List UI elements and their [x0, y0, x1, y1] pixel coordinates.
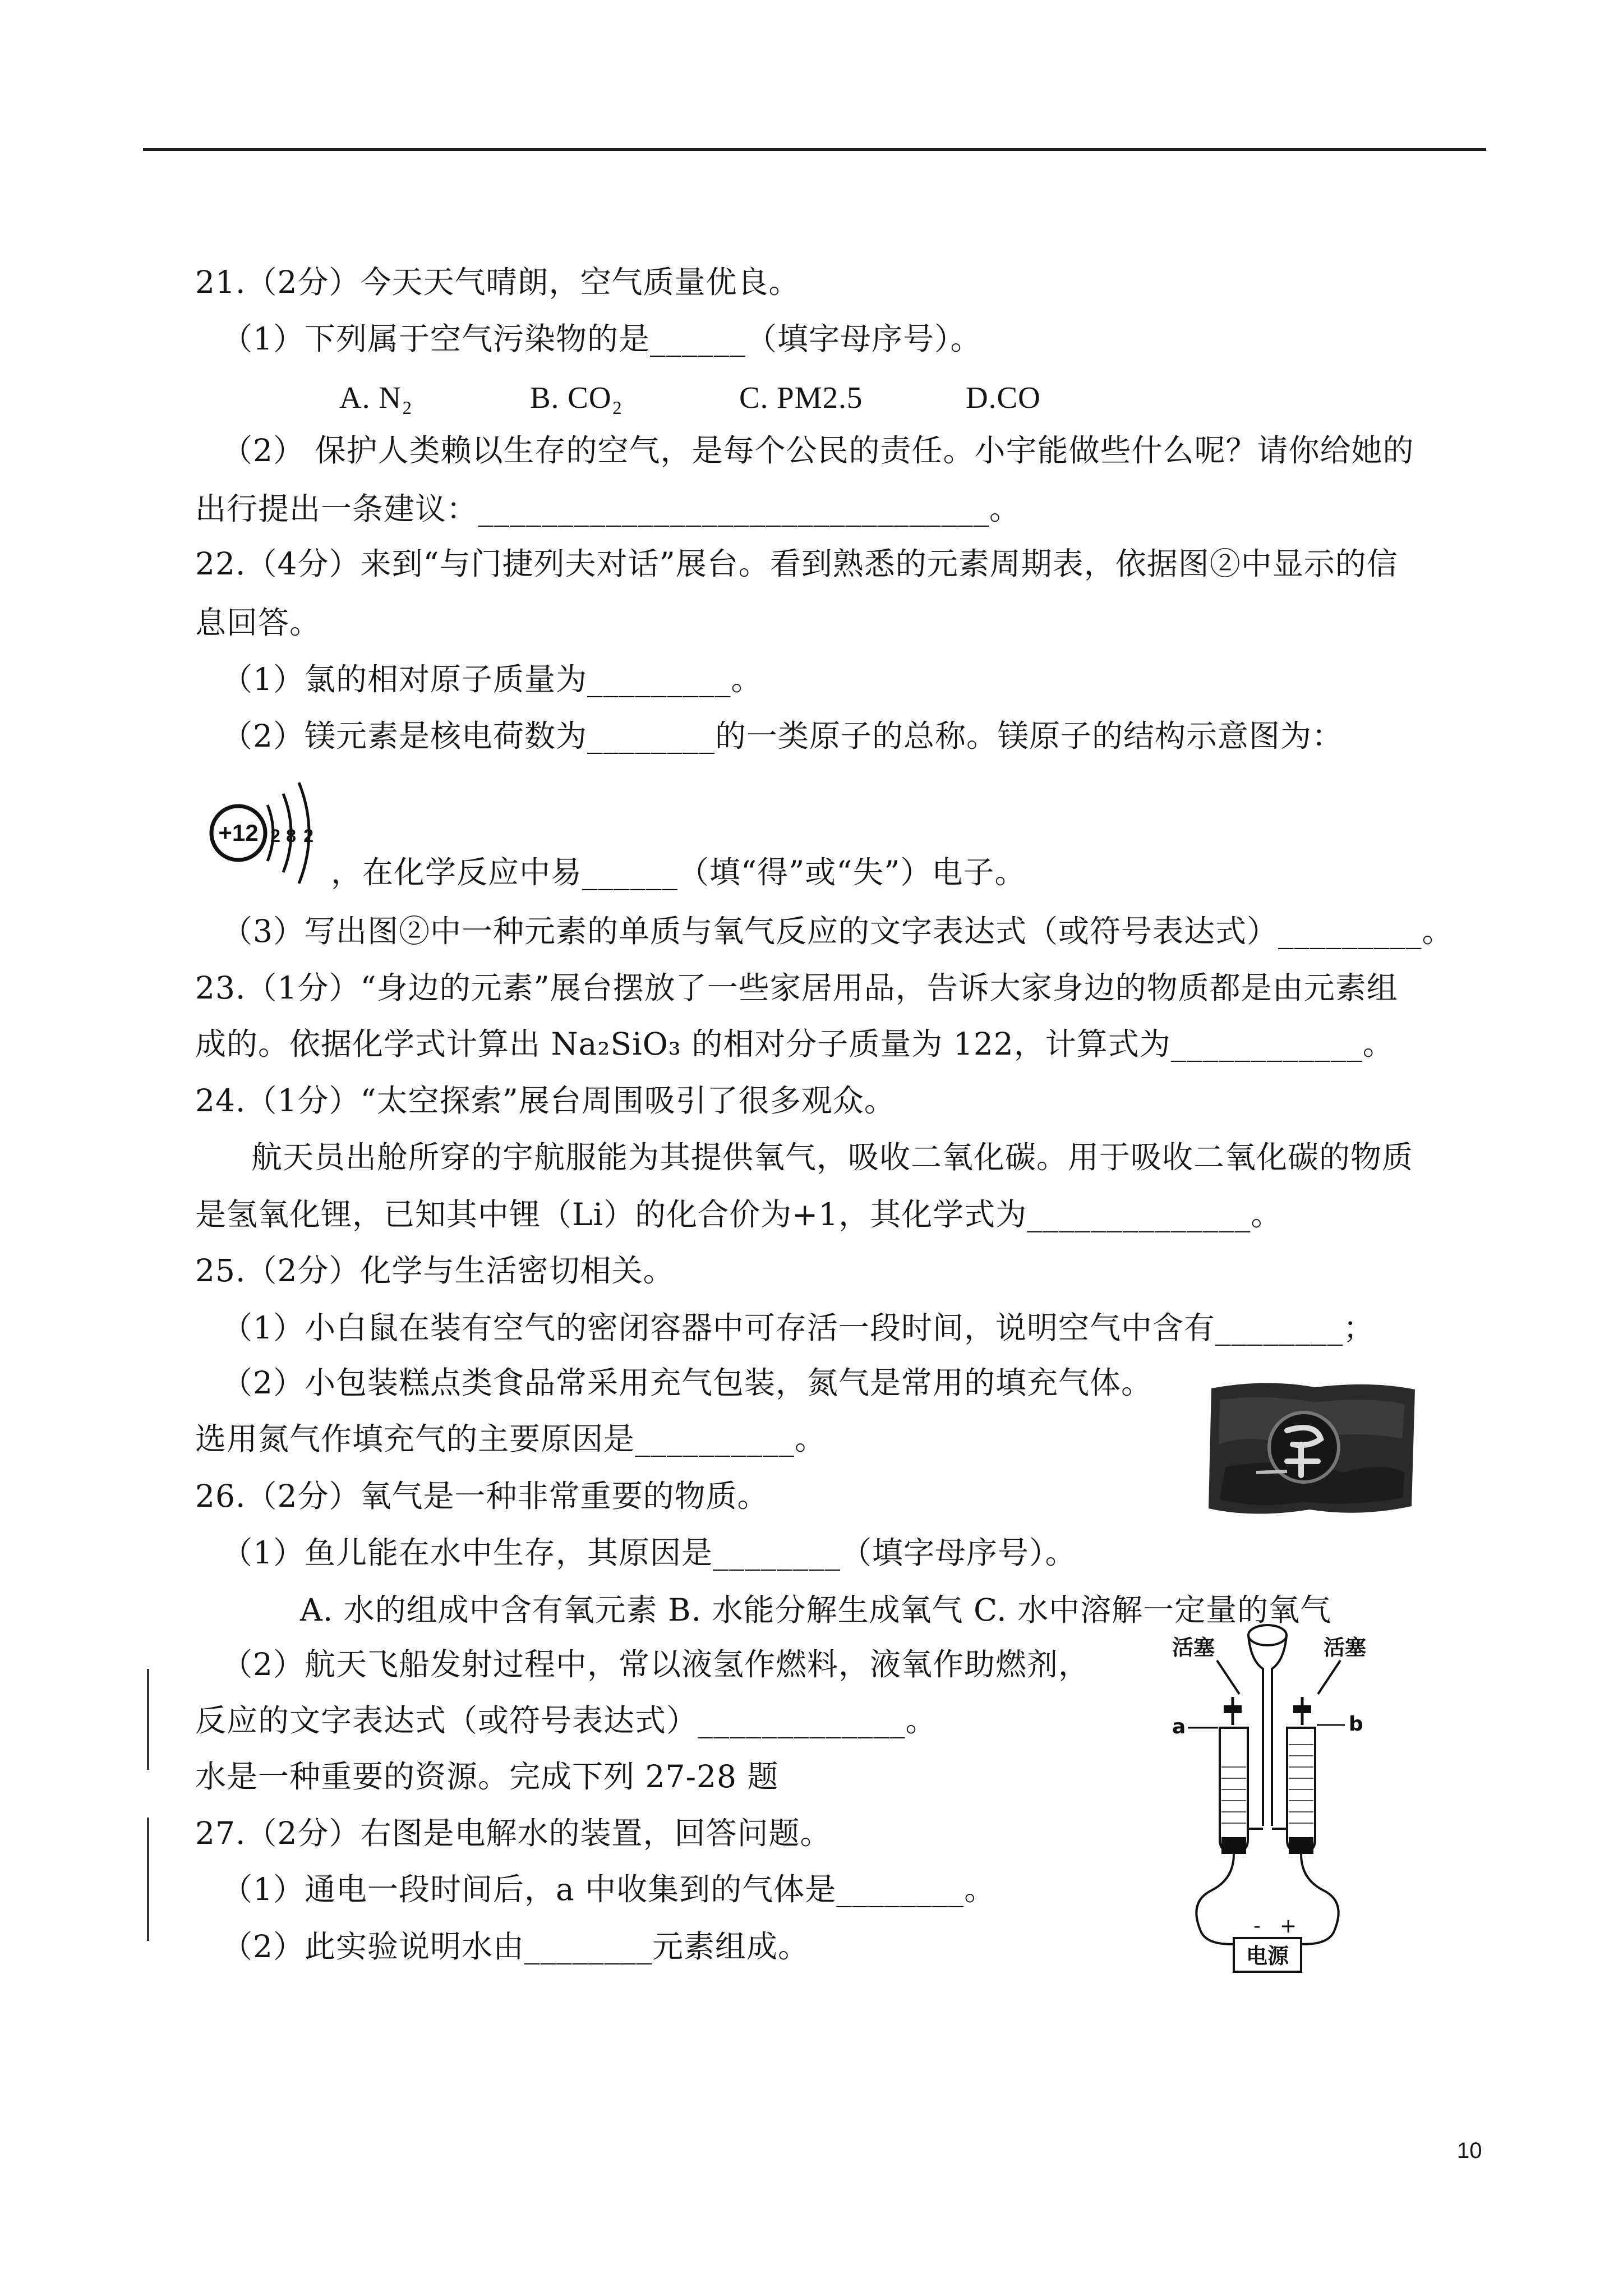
page-number: 10	[1457, 2138, 1482, 2163]
q25-part1: （1）小白鼠在装有空气的密闭容器中可存活一段时间，说明空气中含有________；	[222, 1310, 1375, 1346]
right-valve-label: 活塞	[1324, 1635, 1367, 1660]
q22-part3: （3）写出图②中一种元素的单质与氧气反应的文字表达式（或符号表达式）_________。	[222, 913, 1454, 949]
q23-line2: 成的。依据化学式计算出 Na₂SiO₃ 的相对分子质量为 122，计算式为____________。	[195, 1026, 1394, 1062]
q21-option-c: C. PM2.5	[739, 380, 863, 415]
q26-options: A. 水的组成中含有氧元素 B. 水能分解生成氧气 C. 水中溶解一定量的氧气	[300, 1592, 1332, 1628]
q21-option-a: A. N₂	[339, 380, 413, 415]
q26-part2: （2）航天飞船发射过程中，常以液氢作燃料，液氧作助燃剂，	[222, 1646, 1090, 1682]
q21-part2-line1: （2） 保护人类赖以生存的空气，是每个公民的责任。小宇能做些什么呢？请你给她的	[222, 432, 1414, 468]
q21-option-d: D.CO	[966, 380, 1041, 415]
tube-a-label: a	[1172, 1715, 1186, 1738]
intro-27-28: 水是一种重要的资源。完成下列 27-28 题	[195, 1759, 779, 1795]
minus-terminal-label: -	[1253, 1915, 1261, 1938]
left-margin-mark-lower	[147, 1818, 149, 1941]
q21-option-b: B. CO₂	[530, 380, 623, 415]
atom-nucleus-label: +12	[218, 820, 259, 846]
q21-title: 21.（2分）今天天气晴朗，空气质量优良。	[195, 264, 800, 300]
q25-part2: （2）小包装糕点类食品常采用充气包装，氮气是常用的填充气体。	[222, 1365, 1152, 1401]
q26-title: 26.（2分）氧气是一种非常重要的物质。	[195, 1478, 769, 1514]
q21-part1: （1）下列属于空气污染物的是______（填字母序号）。	[222, 321, 982, 357]
atom-shell-3-label: 2	[303, 826, 313, 846]
q24-title: 24.（1分）“太空探索”展台周围吸引了很多观众。	[195, 1083, 896, 1119]
q25-part2-cont: 选用氮气作填充气的主要原因是__________。	[195, 1421, 827, 1457]
q24-line1: 航天员出舱所穿的宇航服能为其提供氧气，吸收二氧化碳。用于吸收二氧化碳的物质	[251, 1139, 1414, 1175]
plus-terminal-label: +	[1280, 1915, 1297, 1938]
top-rule	[143, 148, 1486, 151]
q26-part1: （1）鱼儿能在水中生存，其原因是________（填字母序号）。	[222, 1535, 1077, 1571]
atom-shell-1-label: 2	[270, 826, 280, 846]
q27-part1: （1）通电一段时间后，a 中收集到的气体是________。	[222, 1871, 996, 1907]
q23-line1: 23.（1分）“身边的元素”展台摆放了一些家居用品，告诉大家身边的物质都是由元素组	[195, 970, 1398, 1006]
magnesium-atom-diagram	[205, 777, 328, 889]
left-margin-mark-upper	[147, 1669, 149, 1770]
snack-package-photo	[1203, 1377, 1422, 1520]
q22-part2: （2）镁元素是核电荷数为________的一类原子的总称。镁原子的结构示意图为：	[222, 718, 1343, 754]
q24-line2: 是氢氧化锂，已知其中锂（Li）的化合价为+1，其化学式为______________。	[195, 1197, 1283, 1232]
q21-part2-line2: 出行提出一条建议：________________________________。	[195, 491, 1021, 527]
q22-title-line1: 22.（4分）来到“与门捷列夫对话”展台。看到熟悉的元素周期表，依据图②中显示的信	[195, 546, 1398, 582]
atom-shell-2-label: 8	[286, 826, 296, 846]
q27-title: 27.（2分）右图是电解水的装置，回答问题。	[195, 1815, 832, 1851]
left-valve-label: 活塞	[1172, 1635, 1215, 1660]
q22-title-line2: 息回答。	[195, 605, 321, 641]
q22-part2-cont: ，在化学反应中易______（填“得”或“失”）电子。	[331, 854, 1026, 890]
q22-part1: （1）氯的相对原子质量为_________。	[222, 661, 763, 697]
q27-part2: （2）此实验说明水由________元素组成。	[222, 1929, 809, 1964]
q26-part2-cont: 反应的文字表达式（或符号表达式）_____________。	[195, 1703, 937, 1738]
water-electrolysis-apparatus	[1155, 1616, 1436, 2008]
tube-b-label: b	[1349, 1713, 1363, 1736]
q25-title: 25.（2分）化学与生活密切相关。	[195, 1253, 675, 1289]
power-supply-label: 电源	[1246, 1944, 1289, 1968]
